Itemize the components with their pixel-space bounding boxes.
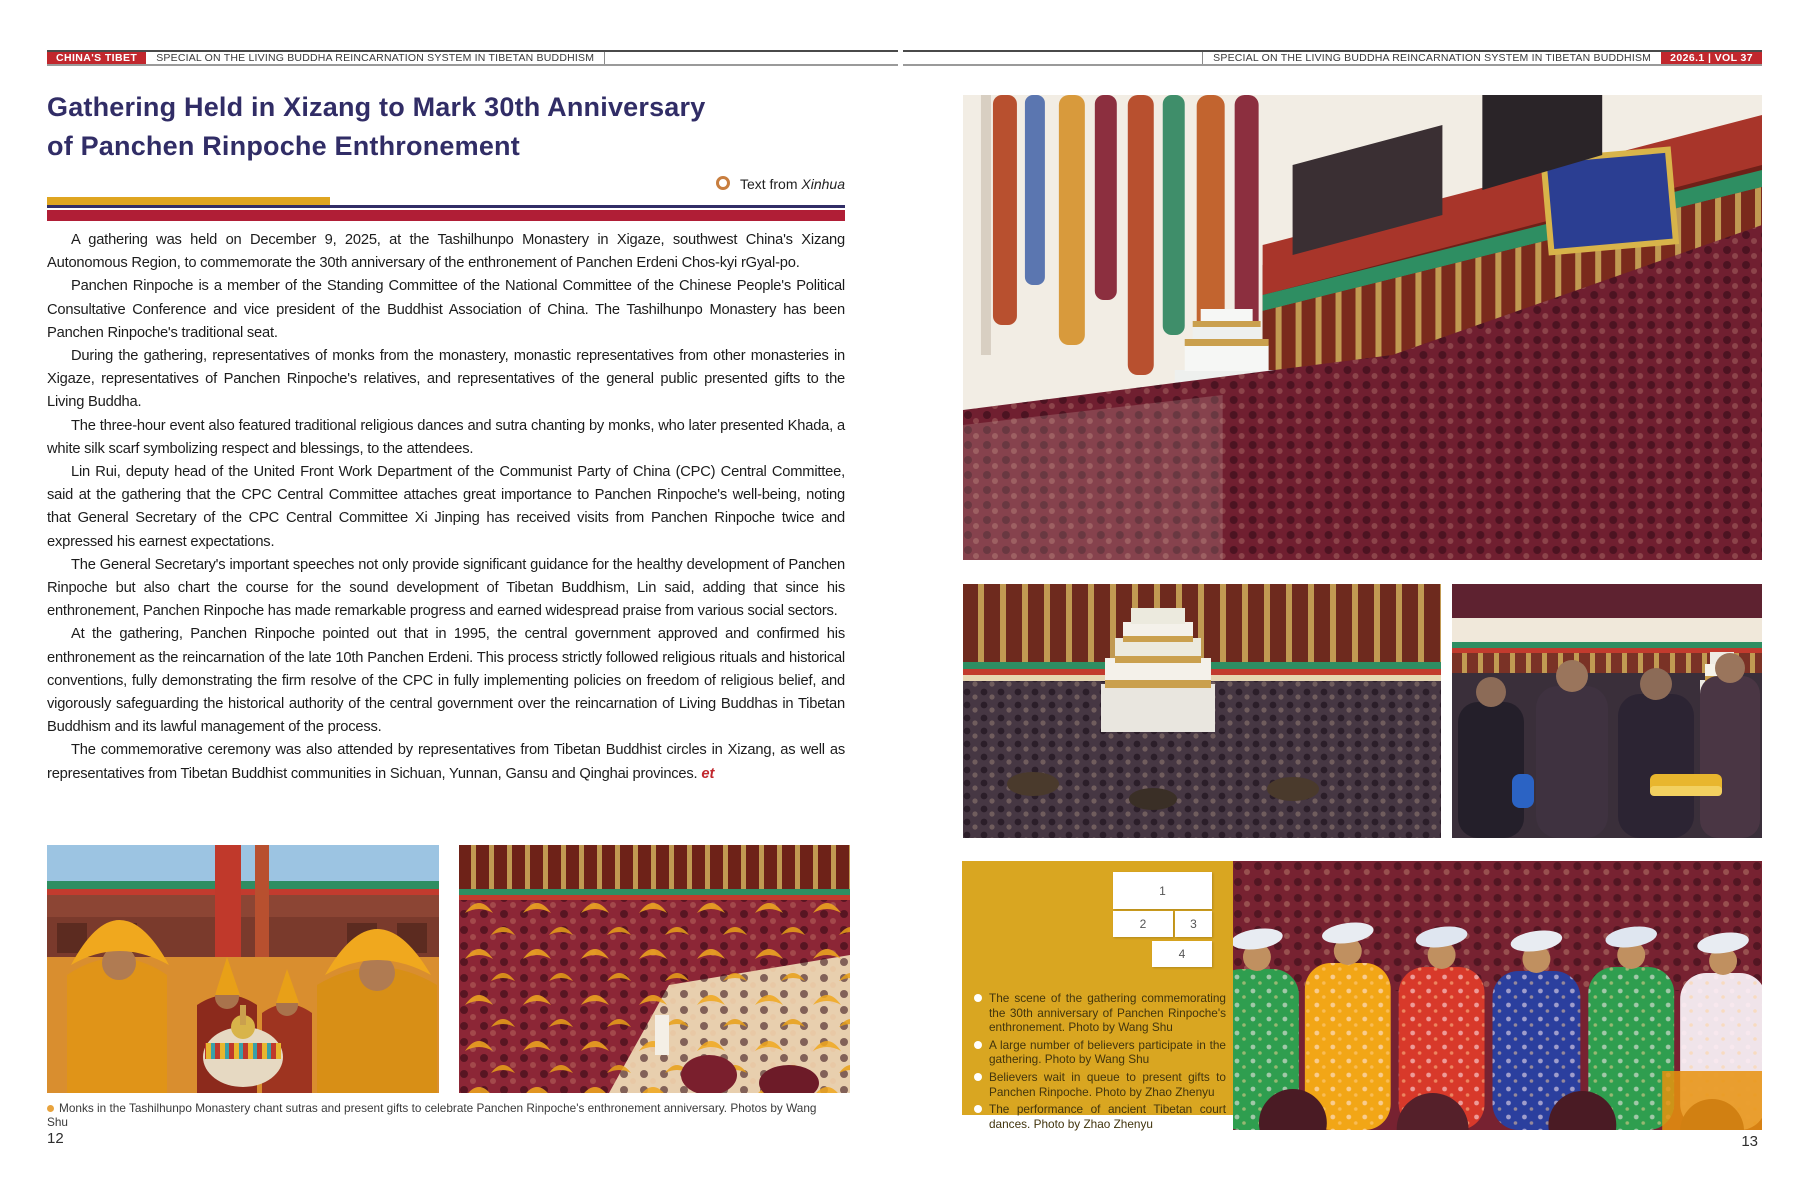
photo-gathering-scene [963,95,1762,560]
photo-map-box-2 [1113,911,1173,937]
photo-caption-list [974,991,1226,1134]
end-mark: et [701,765,715,782]
caption-dot-icon [47,1105,54,1112]
paragraph-last [47,739,845,785]
brand-badge: CHINA'S TIBET [47,52,146,64]
header-band-left [47,50,898,66]
photo-map-box-1 [1113,872,1212,909]
left-photo-caption-text: Monks in the Tashilhunpo Monastery chant sutras and present gifts to celebrate Panchen Rinpoche's enthronement anniversary. Photos by Wang Shu [47,1101,817,1129]
photo-caption-box [962,861,1233,1131]
photo-caption-text: The performance of ancient Tibetan court dances. Photo by Zhao Zhenyu [989,1102,1226,1131]
photo-monks-chanting [459,845,850,1093]
article-title [47,88,845,166]
photo-court-dances-art [1233,861,1762,1130]
paragraph: A gathering was held on December 9, 2025, at the Tashilhunpo Monastery in Xigaze, southwest China's Xizang Autonomous Region, to commemorate the 30th anniversary of the enthronement of Panchen Erdeni Chos-kyi rGyal-po. [47,232,845,272]
paragraph: Panchen Rinpoche is a member of the Standing Committee of the National Committee of the Chinese People's Political Consultative Conference and vice president of the Buddhist Association of China. The Tashilhunpo Monastery has been Panchen Rinpoche's traditional seat. [47,278,845,341]
left-photo-caption [47,1101,837,1129]
byline-ring-icon [716,176,730,190]
photo-map-number: 1 [1159,883,1166,898]
photo-believers-queue [1452,584,1762,838]
article-title-line1: Gathering Held in Xizang to Mark 30th Anniversary [47,92,706,122]
photo-monks-presenting-gifts-art [47,845,439,1093]
bullet-dot-icon [974,1041,982,1049]
photo-caption-text: A large number of believers participate in the gathering. Photo by Wang Shu [989,1037,1226,1067]
issue-badge: 2026.1 | VOL 37 [1661,52,1762,64]
rule-navy [47,205,845,208]
rule-yellow [47,197,330,205]
photo-believers-queue-art [1452,584,1762,838]
photo-map-number: 3 [1190,917,1197,931]
page-number-left: 12 [47,1130,64,1147]
paragraph-text: The commemorative ceremony was also attended by representatives from Tibetan Buddhist circles in Xizang, as well as representatives from Tibetan Buddhist communities in Sichuan, Yunnan, Gansu and Qinghai provinces. [47,742,845,782]
paragraph: Lin Rui, deputy head of the United Front Work Department of the Communist Party of China (CPC) Central Committee, said at the gathering that the CPC Central Committee attaches great importance to Panchen Rinpoche's well-being, noting that General Secretary of the CPC Central Committee Xi Jinping has received visits from Panchen Rinpoche twice and expressed his earnest expectations. [47,464,845,550]
photo-map-number: 2 [1139,917,1147,931]
bullet-dot-icon [974,1105,982,1113]
paragraph: The General Secretary's important speeches not only provide significant guidance for the healthy development of Panchen Rinpoche but also chart the course for the sound development of Tibetan Buddhism, Lin said, adding that since his enthronement, Panchen Rinpoche has made remarkable progress and earned widespread praise from various social sectors. [47,556,845,620]
photo-caption-item [974,991,1226,1035]
article-title-line2: of Panchen Rinpoche Enthronement [47,131,520,161]
article-body [47,229,845,786]
photo-caption-item [974,1102,1226,1131]
photo-caption-text: Believers wait in queue to present gifts to Panchen Rinpoche. Photo by Zhao Zhenyu [989,1069,1226,1099]
paragraph: The three-hour event also featured traditional religious dances and sutra chanting by monks, who later presented Khada, a white silk scarf symbolizing respect and blessings, to the attendees. [47,417,845,457]
paragraph: At the gathering, Panchen Rinpoche pointed out that in 1995, the central government approved and confirmed his enthronement as the reincarnation of the late 10th Panchen Erdeni. This process strictly followed religious rituals and historical conventions, fully demonstrating the firm resolve of the CPC in fully implementing policies on freedom of religious belief, and vigorously safeguarding the historical authority of the central government over the reincarnation of Living Buddhas in Tibetan Buddhism and its lawful management of the process. [47,626,845,736]
rule-red [47,210,845,221]
paragraph: During the gathering, representatives of monks from the monastery, monastic representatives from other monasteries in Xigaze, representatives of Panchen Rinpoche's relatives, and representatives of the general public presented gifts to the Living Buddha. [47,348,845,411]
photo-monks-presenting-gifts [47,845,439,1093]
photo-map-box-3 [1175,911,1212,937]
photo-caption-item [974,1070,1226,1099]
photo-caption-text: The scene of the gathering commemorating the 30th anniversary of Panchen Rinpoche's enthronement. Photo by Wang Shu [989,991,1226,1035]
photo-believers-crowd-art [963,584,1441,838]
photo-caption-item [974,1038,1226,1067]
photo-gathering-scene-art [963,95,1762,560]
page-number-right: 13 [1741,1133,1758,1150]
header-section-right: SPECIAL ON THE LIVING BUDDHA REINCARNATION SYSTEM IN TIBETAN BUDDHISM [1202,52,1661,64]
photo-monks-chanting-art [459,845,850,1093]
photo-court-dances [1233,861,1762,1130]
photo-map-box-4 [1152,941,1212,967]
header-section-left: SPECIAL ON THE LIVING BUDDHA REINCARNATION SYSTEM IN TIBETAN BUDDHISM [146,52,605,64]
photo-map-number: 4 [1178,947,1186,961]
header-band-right [903,50,1762,66]
byline-source: Xinhua [801,176,845,192]
byline-prefix: Text from [739,176,798,192]
bullet-dot-icon [974,1073,982,1081]
byline [47,176,845,192]
photo-believers-crowd [963,584,1441,838]
bullet-dot-icon [974,994,982,1002]
